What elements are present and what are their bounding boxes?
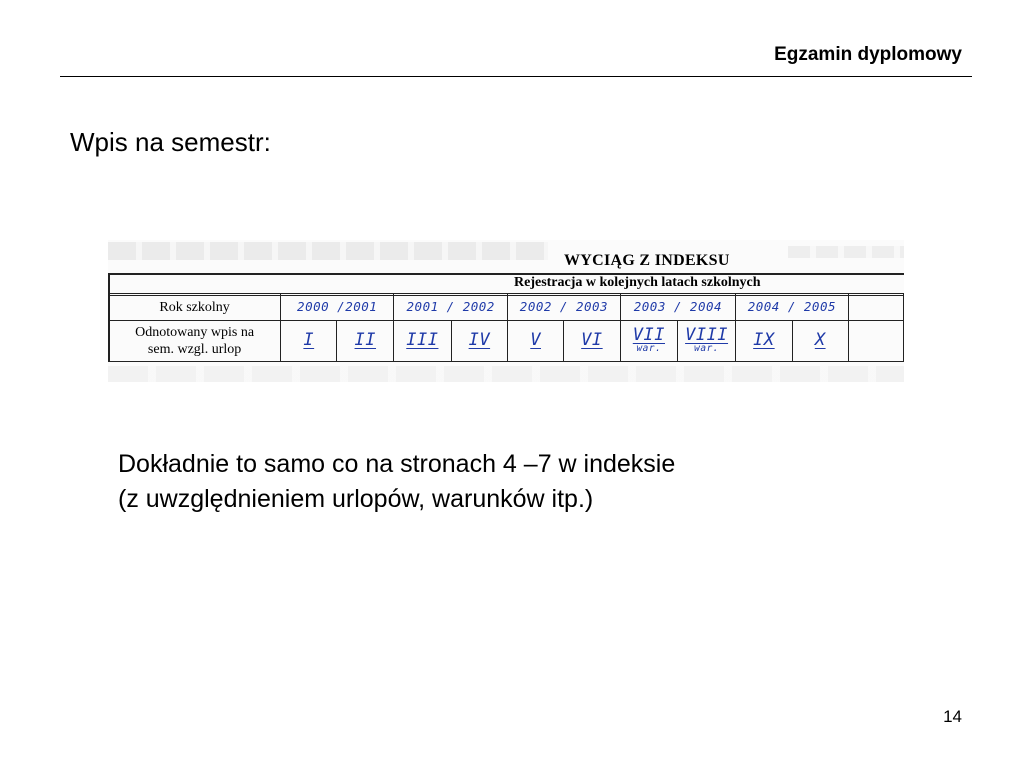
semester-note: war. [694, 342, 720, 354]
row-label-year: Rok szkolny [109, 294, 281, 321]
scan-faded-text-top-right [788, 246, 904, 258]
year-cell [394, 294, 508, 321]
presentation-title: Egzamin dyplomowy [774, 44, 962, 65]
body-line-1: Dokładnie to samo co na stronach 4 –7 w indeksie [118, 450, 676, 478]
semester-cell [678, 321, 736, 362]
semester-cell [337, 321, 394, 362]
semester-numeral: IX [753, 330, 775, 350]
semester-numeral: VII [632, 324, 665, 345]
semester-numeral: IV [468, 330, 491, 350]
index-table [108, 293, 904, 362]
year-value: 2004 / 2005 [747, 299, 837, 314]
year-cell [620, 294, 735, 321]
header-divider [60, 76, 972, 77]
row-label-semester-line2: sem. wzgl. urlop [147, 342, 242, 357]
semester-cell [281, 321, 337, 362]
semester-cell [394, 321, 451, 362]
year-cell [736, 294, 849, 321]
semester-numeral: VI [581, 330, 603, 350]
semester-cell [508, 321, 564, 362]
semester-cell [792, 321, 848, 362]
semester-numeral: I [303, 330, 315, 350]
semester-numeral: V [530, 330, 541, 350]
year-value: 2001 / 2002 [406, 299, 495, 314]
year-value: 2003 / 2004 [633, 299, 723, 314]
table-row-years [109, 294, 904, 321]
semester-cell-empty [848, 321, 903, 362]
body-line-2: (z uwzględnieniem urlopów, warunków itp.) [118, 485, 594, 513]
row-label-semester-line1: Odnotowany wpis na [135, 325, 255, 340]
scan-subheading: Rejestracja w kolejnych latach szkolnych [514, 275, 761, 290]
semester-cell [736, 321, 793, 362]
semester-numeral: III [406, 330, 439, 350]
scan-faded-text-bottom [108, 366, 904, 382]
table-row-semesters [109, 321, 904, 362]
year-cell [281, 294, 394, 321]
page-number: 14 [943, 707, 962, 726]
scan-heading: WYCIĄG Z INDEKSU [564, 252, 730, 269]
semester-note: war. [636, 342, 662, 354]
scan-faded-text-top [108, 242, 548, 260]
year-value: 2002 / 2003 [519, 299, 609, 314]
section-title: Wpis na semestr: [70, 127, 271, 157]
year-value: 2000 /2001 [297, 299, 378, 314]
year-cell-empty [848, 294, 903, 321]
index-extract-image [108, 240, 904, 382]
semester-cell [564, 321, 621, 362]
body-text [118, 447, 675, 517]
semester-numeral: X [814, 330, 826, 350]
semester-numeral: II [354, 330, 377, 350]
year-cell [508, 294, 621, 321]
row-label-semester [109, 321, 281, 362]
semester-cell [620, 321, 677, 362]
semester-numeral: VIII [685, 324, 729, 345]
semester-cell [451, 321, 508, 362]
